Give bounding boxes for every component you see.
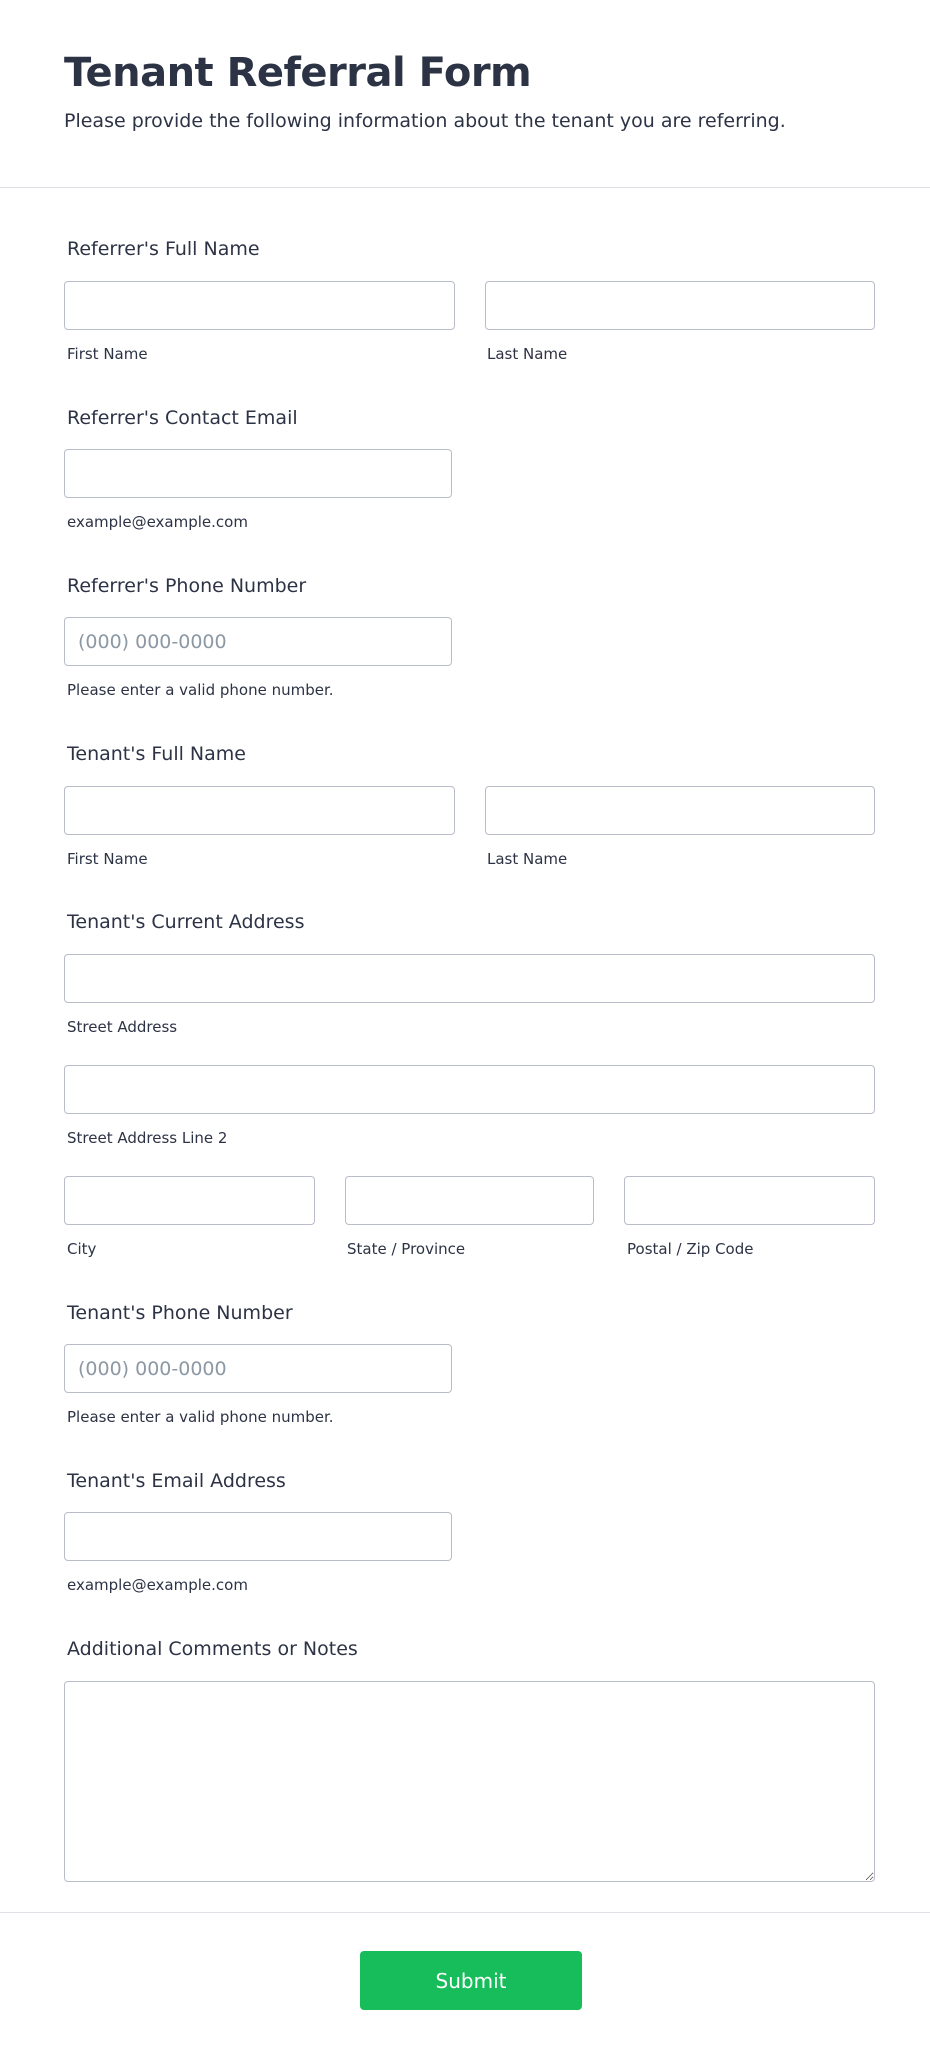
tenant-email-input[interactable] — [64, 1512, 452, 1561]
street-address-line2-input[interactable] — [64, 1065, 875, 1114]
tenant-email-sublabel: example@example.com — [67, 1576, 248, 1594]
city-input[interactable] — [64, 1176, 315, 1225]
tenant-phone-label: Tenant's Phone Number — [67, 1302, 293, 1324]
referrer-phone-sublabel: Please enter a valid phone number. — [67, 681, 334, 699]
form-header — [0, 0, 930, 188]
tenant-first-name-sublabel: First Name — [67, 850, 148, 868]
street-address-sublabel: Street Address — [67, 1018, 178, 1036]
tenant-last-name-sublabel: Last Name — [487, 850, 568, 868]
referrer-email-sublabel: example@example.com — [67, 513, 248, 531]
tenant-phone-input[interactable] — [64, 1344, 452, 1393]
state-province-input[interactable] — [345, 1176, 594, 1225]
tenant-phone-sublabel: Please enter a valid phone number. — [67, 1408, 334, 1426]
postal-zip-code-sublabel: Postal / Zip Code — [627, 1240, 754, 1258]
page-subtitle: Please provide the following information about the tenant you are referring. — [64, 110, 786, 132]
referrer-email-input[interactable] — [64, 449, 452, 498]
street-address-input[interactable] — [64, 954, 875, 1003]
footer-divider — [0, 1912, 930, 1913]
submit-button[interactable]: Submit — [360, 1951, 582, 2010]
referrer-phone-input[interactable] — [64, 617, 452, 666]
tenant-last-name-input[interactable] — [485, 786, 875, 835]
postal-zip-code-input[interactable] — [624, 1176, 875, 1225]
referrer-name-label: Referrer's Full Name — [67, 238, 260, 260]
tenant-address-label: Tenant's Current Address — [67, 911, 305, 933]
comments-textarea[interactable] — [64, 1681, 875, 1882]
referrer-first-name-input[interactable] — [64, 281, 455, 330]
page-title: Tenant Referral Form — [64, 50, 532, 96]
city-sublabel: City — [67, 1240, 97, 1258]
referrer-last-name-input[interactable] — [485, 281, 875, 330]
tenant-name-label: Tenant's Full Name — [67, 743, 246, 765]
comments-label: Additional Comments or Notes — [67, 1638, 358, 1660]
tenant-email-label: Tenant's Email Address — [67, 1470, 286, 1492]
street-address-line2-sublabel: Street Address Line 2 — [67, 1129, 228, 1147]
referrer-last-name-sublabel: Last Name — [487, 345, 568, 363]
tenant-first-name-input[interactable] — [64, 786, 455, 835]
state-province-sublabel: State / Province — [347, 1240, 466, 1258]
referrer-email-label: Referrer's Contact Email — [67, 407, 298, 429]
referrer-phone-label: Referrer's Phone Number — [67, 575, 307, 597]
referrer-first-name-sublabel: First Name — [67, 345, 148, 363]
